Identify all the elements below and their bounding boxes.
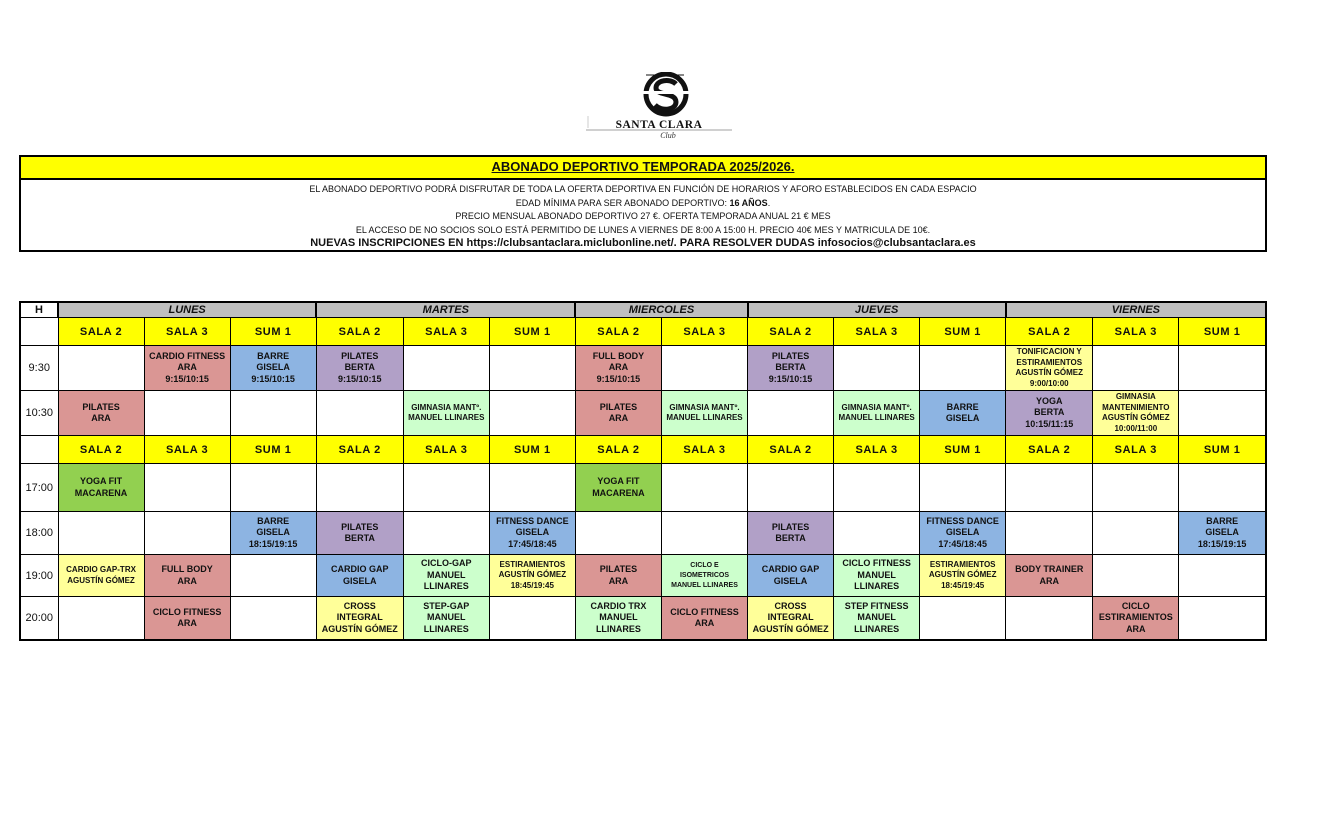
room-header: SALA 2 <box>316 436 403 464</box>
class-cell <box>58 391 144 436</box>
empty-cell <box>1006 597 1093 641</box>
class-line: AGUSTÍN GÓMEZ <box>67 575 135 585</box>
class-cell <box>403 597 489 641</box>
class-line: MANUEL LLINARES <box>838 413 915 422</box>
class-line: ESTIRAMIENTOS <box>1098 612 1173 623</box>
empty-cell <box>1179 346 1266 391</box>
empty-cell <box>1093 555 1179 597</box>
empty-cell <box>834 346 920 391</box>
class-line: MANUEL <box>427 569 466 580</box>
class-line: CARDIO GAP <box>761 564 820 574</box>
class-line: BERTA <box>1034 407 1065 418</box>
class-cell <box>1093 391 1179 436</box>
empty-cell <box>1179 555 1266 597</box>
class-line: TONIFICACION Y <box>1016 347 1082 356</box>
class-line: PILATES <box>341 350 379 361</box>
class-line: 9:15/10:15 <box>165 373 209 384</box>
class-cell <box>1006 346 1093 391</box>
page-title: ABONADO DEPORTIVO TEMPORADA 2025/2026. <box>21 157 1265 180</box>
class-line: INTEGRAL <box>767 612 814 623</box>
class-cell <box>403 555 489 597</box>
class-cell <box>748 597 834 641</box>
room-header: SUM 1 <box>230 436 316 464</box>
time-row <box>20 555 1266 597</box>
room-header: SALA 2 <box>58 318 144 346</box>
class-line: PILATES <box>599 564 638 574</box>
class-line: PILATES <box>771 350 810 361</box>
class-line: LLINARES <box>423 623 469 634</box>
room-header: SALA 3 <box>834 318 920 346</box>
class-line: BARRE <box>946 401 979 412</box>
empty-cell <box>403 346 489 391</box>
class-line: ARA <box>91 413 111 423</box>
class-line: ISOMETRICOS <box>679 571 729 579</box>
day-lunes: LUNES <box>58 302 316 318</box>
class-cell <box>144 346 230 391</box>
class-line: BARRE <box>257 515 290 526</box>
empty-cell <box>403 464 489 512</box>
class-cell <box>316 512 403 555</box>
class-line: ESTIRAMIENTOS <box>499 559 566 569</box>
empty-cell <box>144 512 230 555</box>
class-line: BERTA <box>344 362 375 373</box>
hour-header: H <box>20 302 58 318</box>
class-line: LLINARES <box>854 581 900 592</box>
class-line: MANTENIMIENTO <box>1102 402 1170 412</box>
class-cell <box>575 555 661 597</box>
room-header: SALA 3 <box>661 436 747 464</box>
empty-cell <box>230 391 316 436</box>
class-cell <box>834 555 920 597</box>
class-line: PILATES <box>341 521 379 532</box>
class-line: GISELA <box>773 575 808 586</box>
class-line: ESTIRAMIENTOS <box>929 559 996 569</box>
class-line: AGUSTÍN GÓMEZ <box>321 623 398 634</box>
class-line: GISELA <box>256 362 290 373</box>
room-header: SUM 1 <box>230 318 316 346</box>
class-cell <box>58 555 144 597</box>
time-label: 17:00 <box>20 464 58 512</box>
room-header-row <box>20 318 1266 346</box>
class-cell <box>1006 391 1093 436</box>
class-cell <box>1179 512 1266 555</box>
time-label: 19:00 <box>20 555 58 597</box>
class-cell <box>575 391 661 436</box>
class-line: CICLO FITNESS <box>842 558 911 569</box>
empty-cell <box>1093 512 1179 555</box>
empty-cell <box>1179 464 1266 512</box>
class-line: LLINARES <box>423 581 469 592</box>
room-header: SALA 2 <box>1006 318 1093 346</box>
class-line: MACARENA <box>74 487 128 498</box>
class-cell <box>748 512 834 555</box>
day-jueves: JUEVES <box>748 302 1006 318</box>
class-line: CARDIO GAP <box>330 564 389 574</box>
room-header: SALA 3 <box>144 318 230 346</box>
club-logo <box>584 72 734 142</box>
class-line: PILATES <box>82 401 120 412</box>
class-line: 18:45/19:45 <box>510 580 554 590</box>
class-cell <box>748 346 834 391</box>
class-line: INTEGRAL <box>336 612 383 623</box>
room-header: SALA 3 <box>403 318 489 346</box>
class-line: ARA <box>177 575 197 586</box>
class-cell <box>144 555 230 597</box>
class-cell <box>230 512 316 555</box>
class-line: 17:45/18:45 <box>938 538 987 549</box>
class-line: FITNESS DANCE <box>496 515 569 526</box>
class-line: AGUSTÍN GÓMEZ <box>928 570 997 580</box>
room-header: SALA 3 <box>834 436 920 464</box>
empty-cell <box>489 346 575 391</box>
class-line: CICLO <box>1121 600 1150 611</box>
empty-cell <box>403 512 489 555</box>
class-line: GIMNASIA MANTº. <box>411 402 482 412</box>
class-line: GISELA <box>945 527 980 538</box>
class-line: CROSS <box>343 600 376 611</box>
class-line: ARA <box>177 362 197 373</box>
class-cell <box>489 555 575 597</box>
class-line: CARDIO GAP-TRX <box>66 565 136 574</box>
empty-cell <box>661 464 747 512</box>
logo-name: SANTA CLARA <box>615 119 703 131</box>
class-line: MACARENA <box>592 487 645 498</box>
empty-cell <box>230 555 316 597</box>
time-row <box>20 391 1266 436</box>
class-line: BODY TRAINER <box>1015 564 1084 574</box>
class-line: STEP-GAP <box>423 600 470 611</box>
empty-cell <box>748 391 834 436</box>
class-cell <box>920 512 1006 555</box>
class-line: MANUEL LLINARES <box>666 413 743 422</box>
room-header: SALA 2 <box>748 318 834 346</box>
class-cell <box>748 555 834 597</box>
class-line: 10:00/11:00 <box>1114 423 1158 433</box>
empty-cell <box>144 391 230 436</box>
class-line: YOGA FIT <box>597 476 640 486</box>
class-line: BERTA <box>344 533 375 543</box>
room-header: SALA 2 <box>748 436 834 464</box>
empty-cell <box>661 512 747 555</box>
info-line-2: EDAD MÍNIMA PARA SER ABONADO DEPORTIVO: 16 AÑOS. <box>515 197 771 208</box>
class-cell <box>834 391 920 436</box>
day-header-row <box>20 302 1266 318</box>
empty-cell <box>575 512 661 555</box>
info-line-3: PRECIO MENSUAL ABONADO DEPORTIVO 27 €. OFERTA TEMPORADA ANUAL 21 € MES <box>455 211 831 222</box>
class-line: ARA <box>1126 623 1146 634</box>
class-line: YOGA FIT <box>79 476 123 486</box>
class-line: GISELA <box>342 575 377 586</box>
class-line: MANUEL LLINARES <box>671 581 738 589</box>
class-cell <box>316 555 403 597</box>
empty-cell <box>58 346 144 391</box>
room-header-blank <box>20 436 58 464</box>
day-miercoles: MIERCOLES <box>575 302 747 318</box>
class-line: LLINARES <box>854 623 900 634</box>
room-header: SUM 1 <box>489 318 575 346</box>
class-cell <box>230 346 316 391</box>
empty-cell <box>489 391 575 436</box>
class-cell <box>144 597 230 641</box>
time-label: 9:30 <box>20 346 58 391</box>
room-header: SALA 2 <box>316 318 403 346</box>
class-line: AGUSTÍN GÓMEZ <box>1015 368 1084 377</box>
class-line: ARA <box>177 618 197 628</box>
class-line: PILATES <box>599 401 638 412</box>
class-line: 10:15/11:15 <box>1025 418 1074 429</box>
logo-sub: Club <box>660 131 676 140</box>
empty-cell <box>1179 391 1266 436</box>
class-line: 9:15/10:15 <box>337 373 382 384</box>
time-label: 10:30 <box>20 391 58 436</box>
class-line: MANUEL <box>599 612 638 623</box>
class-cell <box>661 597 747 641</box>
room-header: SALA 2 <box>575 318 661 346</box>
class-cell <box>834 597 920 641</box>
empty-cell <box>489 464 575 512</box>
class-line: BERTA <box>775 533 806 543</box>
class-cell <box>1006 555 1093 597</box>
class-line: CICLO E <box>690 561 719 569</box>
class-line: PILATES <box>771 521 810 532</box>
class-line: CARDIO TRX <box>590 600 647 611</box>
class-line: AGUSTÍN GÓMEZ <box>752 623 829 634</box>
room-header: SALA 2 <box>1006 436 1093 464</box>
time-label: 18:00 <box>20 512 58 555</box>
time-row <box>20 346 1266 391</box>
schedule-table <box>19 301 1267 641</box>
class-line: ESTIRAMIENTOS <box>1016 357 1083 367</box>
empty-cell <box>834 512 920 555</box>
room-header: SALA 2 <box>58 436 144 464</box>
class-cell <box>403 391 489 436</box>
room-header: SUM 1 <box>920 436 1006 464</box>
empty-cell <box>1179 597 1266 641</box>
room-header: SALA 2 <box>575 436 661 464</box>
empty-cell <box>1006 512 1093 555</box>
class-line: ARA <box>608 575 629 586</box>
class-line: LLINARES <box>595 623 641 634</box>
room-header: SUM 1 <box>920 318 1006 346</box>
empty-cell <box>230 597 316 641</box>
class-line: 18:15/19:15 <box>248 538 298 549</box>
class-line: GIMNASIA MANTº. <box>841 402 912 412</box>
time-row <box>20 464 1266 512</box>
class-cell <box>1093 597 1179 641</box>
class-line: ARA <box>694 618 715 628</box>
class-line: AGUSTÍN GÓMEZ <box>1102 413 1170 422</box>
info-line-1: EL ABONADO DEPORTIVO PODRÁ DISFRUTAR DE TODA LA OFERTA DEPORTIVA EN FUNCIÓN DE HORARIOS Y AFORO ESTABLECIDOS EN CADA ESPACIO <box>309 184 977 194</box>
class-line: MANUEL <box>427 612 466 623</box>
info-box <box>19 155 1267 252</box>
class-cell <box>661 555 747 597</box>
room-header: SALA 3 <box>1093 436 1179 464</box>
class-line: STEP FITNESS <box>844 600 909 611</box>
class-line: 17:45/18:45 <box>508 538 557 549</box>
time-row <box>20 512 1266 555</box>
class-line: CICLO FITNESS <box>152 606 222 617</box>
class-line: ARA <box>1039 575 1059 586</box>
class-line: GISELA <box>515 527 550 538</box>
day-viernes: VIERNES <box>1006 302 1266 318</box>
empty-cell <box>316 391 403 436</box>
room-header: SUM 1 <box>1179 436 1266 464</box>
class-line: BARRE <box>257 350 290 361</box>
logo-cs-emblem <box>642 74 690 114</box>
empty-cell <box>920 597 1006 641</box>
class-cell <box>575 597 661 641</box>
class-line: MANUEL <box>857 612 896 623</box>
empty-cell <box>920 346 1006 391</box>
class-line: FULL BODY <box>161 564 213 574</box>
empty-cell <box>489 597 575 641</box>
empty-cell <box>661 346 747 391</box>
class-cell <box>920 391 1006 436</box>
room-header: SALA 3 <box>661 318 747 346</box>
class-line: YOGA <box>1035 395 1063 406</box>
class-cell <box>575 464 661 512</box>
empty-cell <box>1093 464 1179 512</box>
class-line: CICLO-GAP <box>421 558 472 569</box>
time-label: 20:00 <box>20 597 58 641</box>
class-cell <box>316 346 403 391</box>
room-header: SALA 3 <box>1093 318 1179 346</box>
class-cell <box>58 464 144 512</box>
class-line: FITNESS DANCE <box>926 515 999 526</box>
class-line: CARDIO FITNESS <box>149 350 226 361</box>
empty-cell <box>1093 346 1179 391</box>
class-line: 9:15/10:15 <box>768 373 813 384</box>
info-line-5: NUEVAS INSCRIPCIONES EN https://clubsantaclara.miclubonline.net/. PARA RESOLVER DUDAS infosocios@clubsantaclara.es <box>310 237 976 250</box>
empty-cell <box>144 464 230 512</box>
class-line: CROSS <box>774 600 807 611</box>
empty-cell <box>1006 464 1093 512</box>
class-line: 9:15/10:15 <box>251 373 295 384</box>
class-line: MANUEL <box>857 569 896 580</box>
class-line: GISELA <box>256 527 290 538</box>
class-line: 9:00/10:00 <box>1029 378 1069 388</box>
room-header-row <box>20 436 1266 464</box>
class-line: ARA <box>608 413 629 423</box>
class-line: GISELA <box>1205 527 1239 538</box>
info-line-4: EL ACCESO DE NO SOCIOS SOLO ESTÁ PERMITIDO DE LUNES A VIERNES DE 8:00 A 15:00 H. PRECIO 40€ MES Y MATRICULA DE 10€. <box>355 224 931 235</box>
empty-cell <box>58 597 144 641</box>
class-line: MANUEL LLINARES <box>408 413 485 422</box>
room-header-blank <box>20 318 58 346</box>
class-cell <box>920 555 1006 597</box>
class-line: BERTA <box>775 362 806 373</box>
class-line: 9:15/10:15 <box>596 373 641 384</box>
class-line: GISELA <box>945 413 980 423</box>
class-line: GIMNASIA <box>1115 392 1156 401</box>
empty-cell <box>58 512 144 555</box>
class-cell <box>316 597 403 641</box>
empty-cell <box>230 464 316 512</box>
class-line: 18:15/19:15 <box>1197 538 1247 549</box>
empty-cell <box>834 464 920 512</box>
class-line: GIMNASIA MANTº. <box>669 402 740 412</box>
empty-cell <box>316 464 403 512</box>
empty-cell <box>920 464 1006 512</box>
class-cell <box>489 512 575 555</box>
empty-cell <box>748 464 834 512</box>
class-cell <box>661 391 747 436</box>
class-line: ARA <box>608 362 629 373</box>
class-line: 18:45/19:45 <box>941 580 985 590</box>
class-line: AGUSTÍN GÓMEZ <box>498 570 567 580</box>
day-martes: MARTES <box>316 302 575 318</box>
class-line: FULL BODY <box>592 350 645 361</box>
room-header: SALA 3 <box>144 436 230 464</box>
class-cell <box>575 346 661 391</box>
room-header: SALA 3 <box>403 436 489 464</box>
class-line: BARRE <box>1206 515 1239 526</box>
room-header: SUM 1 <box>489 436 575 464</box>
room-header: SUM 1 <box>1179 318 1266 346</box>
time-row <box>20 597 1266 641</box>
class-line: CICLO FITNESS <box>670 606 739 617</box>
